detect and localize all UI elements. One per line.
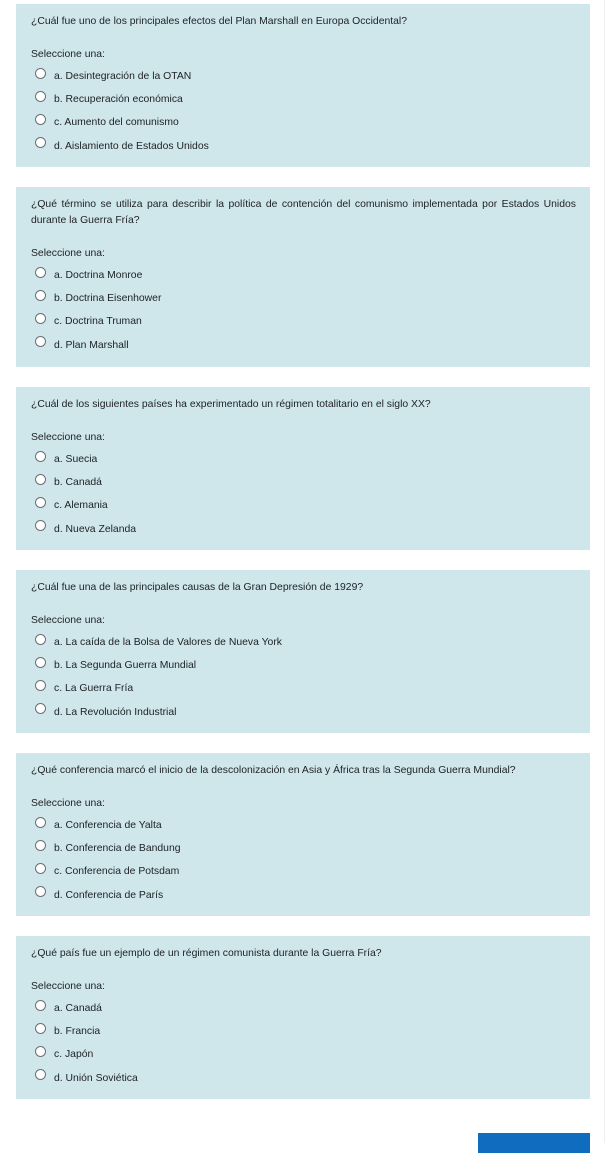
question-card: [16, 753, 590, 916]
answer-prompt: Seleccione una:: [31, 248, 105, 259]
answer-option[interactable]: [31, 700, 576, 723]
radio-button[interactable]: [35, 680, 46, 691]
answer-label[interactable]: a. La caída de la Bolsa de Valores de Nueva York: [54, 637, 282, 649]
answer-option[interactable]: [31, 134, 576, 157]
radio-button[interactable]: [35, 1046, 46, 1057]
answer-option[interactable]: [31, 1066, 576, 1089]
answer-label[interactable]: c. Conferencia de Potsdam: [54, 866, 180, 878]
radio-button[interactable]: [35, 1069, 46, 1080]
radio-button[interactable]: [35, 840, 46, 851]
answer-options: [31, 447, 576, 540]
answer-option[interactable]: [31, 263, 576, 286]
question-text: ¿Cuál de los siguientes países ha experimentado un régimen totalitario en el siglo XX?: [31, 399, 431, 410]
answer-label[interactable]: b. La Segunda Guerra Mundial: [54, 660, 197, 672]
answer-label[interactable]: b. Francia: [54, 1026, 101, 1038]
radio-button[interactable]: [35, 137, 46, 148]
answer-option[interactable]: [31, 630, 576, 653]
answer-label[interactable]: c. Japón: [54, 1049, 94, 1061]
answer-label[interactable]: d. Aislamiento de Estados Unidos: [54, 140, 209, 152]
answer-option[interactable]: [31, 653, 576, 676]
answer-label[interactable]: c. Doctrina Truman: [54, 316, 142, 328]
radio-button[interactable]: [35, 91, 46, 102]
answer-label[interactable]: d. Plan Marshall: [54, 339, 129, 351]
answer-label[interactable]: d. La Revolución Industrial: [54, 706, 177, 718]
radio-button[interactable]: [35, 290, 46, 301]
answer-label[interactable]: a. Canadá: [54, 1003, 102, 1015]
answer-option[interactable]: [31, 883, 576, 906]
answer-options: [31, 996, 576, 1089]
radio-button[interactable]: [35, 267, 46, 278]
answer-options: [31, 64, 576, 157]
answer-label[interactable]: d. Conferencia de París: [54, 889, 164, 901]
answer-option[interactable]: [31, 676, 576, 699]
answer-label[interactable]: d. Unión Soviética: [54, 1072, 138, 1084]
question-text: ¿Qué país fue un ejemplo de un régimen comunista durante la Guerra Fría?: [31, 948, 382, 959]
radio-button[interactable]: [35, 336, 46, 347]
answer-label[interactable]: a. Doctrina Monroe: [54, 270, 143, 282]
answer-option[interactable]: [31, 110, 576, 133]
radio-button[interactable]: [35, 886, 46, 897]
answer-prompt: Seleccione una:: [31, 981, 105, 992]
answer-option[interactable]: [31, 996, 576, 1019]
radio-button[interactable]: [35, 313, 46, 324]
radio-button[interactable]: [35, 114, 46, 125]
answer-option[interactable]: [31, 309, 576, 332]
radio-button[interactable]: [35, 474, 46, 485]
answer-option[interactable]: [31, 333, 576, 356]
answer-option[interactable]: [31, 447, 576, 470]
answer-option[interactable]: [31, 493, 576, 516]
answer-option[interactable]: [31, 1042, 576, 1065]
radio-button[interactable]: [35, 703, 46, 714]
answer-label[interactable]: c. Alemania: [54, 500, 108, 512]
answer-prompt: Seleccione una:: [31, 798, 105, 809]
question-card: [16, 187, 590, 367]
quiz-question-list: [16, 4, 590, 1119]
answer-option[interactable]: [31, 859, 576, 882]
answer-label[interactable]: b. Canadá: [54, 477, 102, 489]
answer-label[interactable]: b. Conferencia de Bandung: [54, 843, 181, 855]
answer-prompt: Seleccione una:: [31, 49, 105, 60]
answer-label[interactable]: c. Aumento del comunismo: [54, 117, 179, 129]
answer-label[interactable]: a. Suecia: [54, 454, 98, 466]
answer-option[interactable]: [31, 813, 576, 836]
answer-option[interactable]: [31, 517, 576, 540]
answer-label[interactable]: b. Doctrina Eisenhower: [54, 293, 162, 305]
answer-label[interactable]: d. Nueva Zelanda: [54, 523, 137, 535]
radio-button[interactable]: [35, 497, 46, 508]
answer-option[interactable]: [31, 1019, 576, 1042]
radio-button[interactable]: [35, 863, 46, 874]
answer-prompt: Seleccione una:: [31, 615, 105, 626]
answer-prompt: Seleccione una:: [31, 432, 105, 443]
radio-button[interactable]: [35, 817, 46, 828]
answer-options: [31, 813, 576, 906]
radio-button[interactable]: [35, 1023, 46, 1034]
question-card: [16, 570, 590, 733]
radio-button[interactable]: [35, 451, 46, 462]
question-text: ¿Cuál fue uno de los principales efectos del Plan Marshall en Europa Occidental?: [31, 16, 408, 27]
answer-label[interactable]: a. Desintegración de la OTAN: [54, 71, 192, 83]
question-card: [16, 4, 590, 167]
answer-label[interactable]: a. Conferencia de Yalta: [54, 820, 162, 832]
radio-button[interactable]: [35, 68, 46, 79]
scroll-edge-divider: [604, 0, 605, 1143]
next-page-button[interactable]: [478, 1133, 590, 1153]
question-text: ¿Qué término se utiliza para describir la política de contención del comunismo implementada por Estados Unidos durante la Guerra Fría?: [31, 199, 576, 226]
radio-button[interactable]: [35, 634, 46, 645]
radio-button[interactable]: [35, 1000, 46, 1011]
answer-option[interactable]: [31, 470, 576, 493]
answer-label[interactable]: c. La Guerra Fría: [54, 683, 134, 695]
question-text: ¿Qué conferencia marcó el inicio de la descolonización en Asia y África tras la Segunda Guerra Mundial?: [31, 765, 516, 776]
answer-options: [31, 263, 576, 356]
answer-option[interactable]: [31, 87, 576, 110]
question-card: [16, 936, 590, 1099]
radio-button[interactable]: [35, 520, 46, 531]
answer-option[interactable]: [31, 836, 576, 859]
answer-options: [31, 630, 576, 723]
radio-button[interactable]: [35, 657, 46, 668]
question-text: ¿Cuál fue una de las principales causas de la Gran Depresión de 1929?: [31, 582, 364, 593]
answer-option[interactable]: [31, 64, 576, 87]
answer-label[interactable]: b. Recuperación económica: [54, 94, 183, 106]
question-card: [16, 387, 590, 550]
answer-option[interactable]: [31, 286, 576, 309]
